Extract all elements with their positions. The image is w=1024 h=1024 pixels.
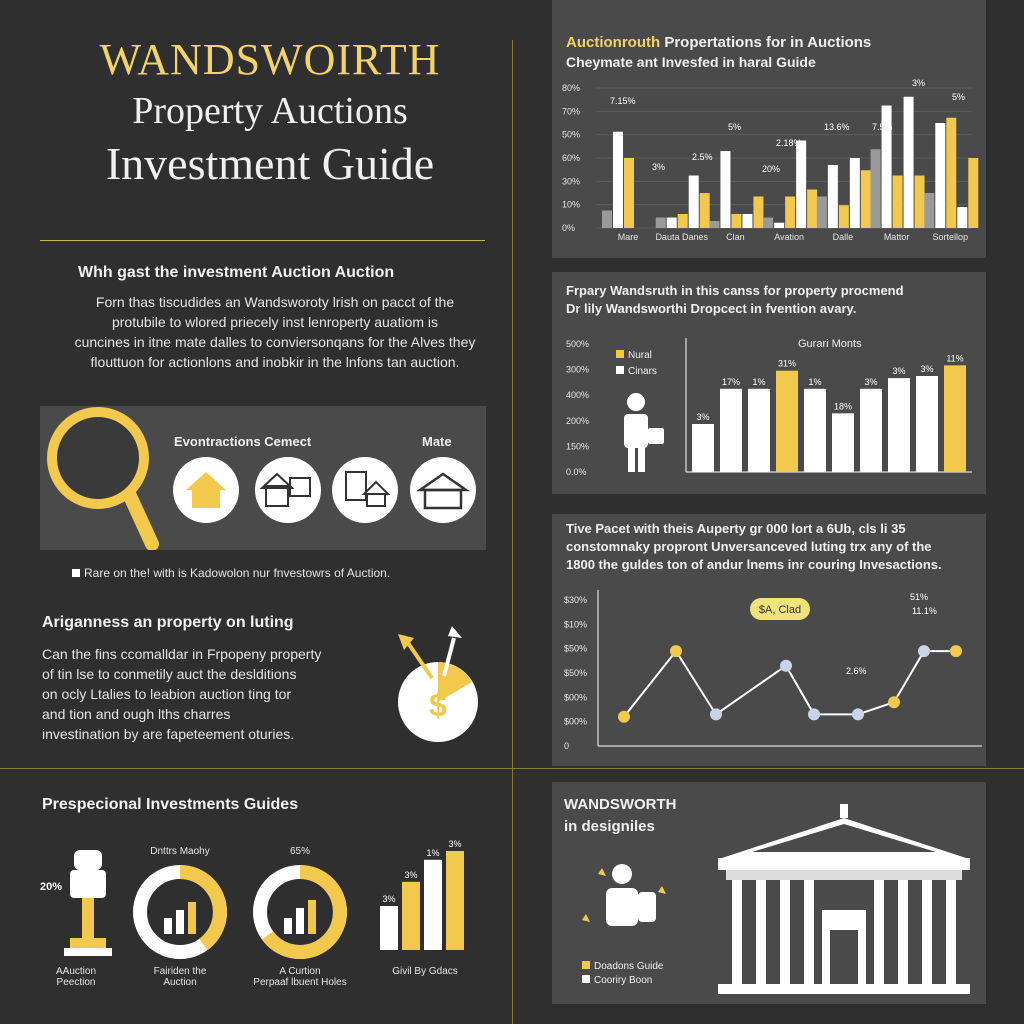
bar [785, 197, 795, 229]
y-tick-label: $50% [564, 668, 588, 678]
legend-swatch-white-2 [582, 975, 590, 983]
data-label: 5% [728, 122, 742, 132]
donut-chart-2 [260, 872, 340, 952]
panel-auction-bars [552, 0, 986, 258]
panel2-bar-chart [552, 272, 986, 494]
data-point [852, 708, 864, 720]
title-line1: WANDSWOIRTH [99, 35, 441, 84]
icons-panel-graphic [40, 406, 486, 550]
bar [624, 158, 634, 228]
bar [602, 211, 612, 229]
bar [944, 365, 966, 472]
bar [817, 197, 827, 229]
panel-town-hall [552, 782, 986, 1004]
x-tick-label: Dalle [832, 232, 854, 242]
caption-3: A Curtion Perpaaf lbuent Holes [253, 966, 347, 988]
magnifier-icon [52, 412, 152, 544]
professional-heading: Prespecional Investments Guides [42, 796, 299, 813]
x-tick-label: Clan [726, 232, 745, 242]
y-tick-label: $50% [564, 643, 588, 654]
bar [656, 218, 666, 229]
panel-wandsworth-bars [552, 272, 986, 494]
bar [807, 190, 817, 229]
data-label: 20% [762, 164, 781, 174]
bar [828, 165, 838, 228]
title-divider [40, 240, 485, 241]
data-label: 7.5% [872, 122, 893, 132]
y-tick-label: 50% [562, 129, 581, 140]
arrangement-heading: Ariganness an property on luting [42, 614, 294, 631]
callout-text: $A, Clad [758, 604, 802, 616]
trophy-icon [64, 850, 112, 956]
house-outline-icon [410, 457, 476, 523]
person-icon [624, 393, 664, 472]
series-line [624, 651, 956, 717]
mini-bar-label: 3% [404, 869, 418, 880]
vertical-divider [512, 40, 513, 1024]
bar [861, 170, 871, 228]
bar [904, 97, 914, 228]
mini-bar-chart [380, 839, 464, 950]
x-tick-label: Mattor [883, 232, 910, 242]
caption-2: Fairiden the Auction [153, 966, 207, 988]
bar [776, 371, 798, 472]
bar [678, 214, 688, 228]
mini-bar [402, 882, 420, 950]
bar [720, 151, 730, 228]
bar [888, 378, 910, 472]
x-tick-label: Dauta Danes [655, 232, 708, 242]
data-point [780, 660, 792, 672]
document-house-icon [332, 457, 398, 523]
panel4-legend: Doadons Guide Cooriry Boon [582, 960, 664, 988]
panel2-legend: Nural Cinars [616, 348, 657, 380]
caption-4: Givil By Gdacs [392, 966, 458, 977]
y-tick-label: 200% [566, 415, 590, 426]
bar [774, 223, 784, 228]
data-label: 3% [920, 364, 934, 374]
people-icon [582, 864, 666, 926]
data-label: 31% [777, 358, 797, 369]
donut-chart-1 [140, 872, 220, 952]
bar [946, 118, 956, 228]
building-icon [718, 804, 970, 994]
dollar-growth-icon [392, 626, 502, 756]
title-line3: Investment Guide [105, 138, 435, 189]
y-tick-label: 70% [562, 106, 581, 117]
data-label: 11% [946, 353, 964, 364]
y-tick-label: 500% [566, 339, 590, 349]
bar [667, 218, 677, 229]
bar [742, 214, 752, 228]
data-point [918, 645, 930, 657]
y-tick-label: 10% [562, 199, 581, 210]
data-label: 3% [892, 366, 906, 377]
data-label: 2.6% [846, 666, 867, 676]
panel1-subtitle: Cheymate ant Invesfed in haral Guide [566, 54, 816, 70]
icons-label-right: Mate [422, 434, 452, 449]
mini-bar [446, 851, 464, 950]
bar [692, 424, 714, 472]
caption-1: AAuction Peection [55, 966, 97, 988]
bar [860, 389, 882, 472]
data-label: 5% [952, 92, 966, 102]
data-label: 11.1% [912, 606, 937, 616]
panel1-bar-chart [552, 78, 986, 258]
y-tick-label: 80% [562, 83, 581, 93]
bar [935, 123, 945, 228]
bar [720, 389, 742, 472]
data-label: 3% [864, 376, 878, 387]
professional-graphics [30, 830, 510, 1020]
icons-label-left: Evontractions Cemect [174, 434, 312, 449]
mini-bar-label: 1% [426, 847, 440, 858]
mini-bar [380, 906, 398, 950]
data-point [670, 645, 682, 657]
data-label: 3% [652, 162, 666, 172]
arrangement-text: Can the fins ccomalldar in Frpopeny property of tin lse to conmetily auct the deslditions on ocly Ltalies to leabion auction ting tor and tion and ough lths charres investination by are fapeteement oturies. [42, 646, 322, 742]
y-tick-label: 60% [562, 153, 581, 163]
donut2-label: 65% [289, 846, 311, 857]
data-label: 51% [910, 592, 929, 602]
legend-swatch-yellow-2 [582, 961, 590, 969]
bar [871, 149, 881, 228]
mini-bar-label: 3% [448, 839, 462, 849]
footnote-square-icon [72, 569, 80, 577]
bar [731, 214, 741, 228]
y-tick-label: 0 [564, 741, 570, 751]
data-label: 1% [808, 376, 822, 387]
data-point [710, 708, 722, 720]
page-title [40, 34, 500, 190]
bar [832, 413, 854, 472]
intro-heading: Whh gast the investment Auction Auction [78, 264, 395, 281]
bar [748, 389, 770, 472]
data-point [888, 696, 900, 708]
dollar-symbol: $ [429, 687, 447, 723]
x-tick-label: Mare [617, 232, 639, 242]
y-tick-label: $30% [564, 595, 588, 605]
bar [700, 193, 710, 228]
data-label: 18% [833, 401, 853, 412]
y-tick-label: 30% [562, 176, 581, 187]
y-tick-label: $10% [564, 619, 588, 630]
x-tick-label: Sortellop [932, 232, 969, 242]
data-label: 1% [752, 376, 766, 387]
bar [796, 141, 806, 229]
panel-line-chart [552, 514, 986, 766]
bar [957, 207, 967, 228]
bar [709, 221, 719, 228]
data-label: 3% [696, 412, 710, 422]
y-tick-label: 400% [566, 390, 590, 401]
data-label: 13.6% [824, 122, 850, 132]
data-label: 2.18% [776, 138, 802, 148]
trophy-percent: 20% [40, 881, 63, 893]
bar [804, 389, 826, 472]
bar [916, 376, 938, 472]
panel4-title: WANDSWORTH in designiles [564, 796, 677, 835]
data-label: 7.15% [610, 96, 636, 106]
intro-text: Forn thas tiscudides an Wandsworoty lrish on pacct of the protubile to wlored priecely inst lenroperty auatiom is cuncines in itne mate dalles to conviersonqans for the Alves they flouttuon for actionlons and inobkir in the lnfons tan auction. [74, 294, 476, 370]
bar [763, 218, 773, 229]
callout-bubble [750, 598, 810, 620]
data-label: 3% [912, 78, 926, 88]
icons-panel [40, 406, 486, 550]
bar [893, 176, 903, 229]
data-point [618, 711, 630, 723]
panel3-line-chart-graphic [552, 514, 986, 766]
x-tick-label: Avation [774, 232, 805, 242]
y-tick-label: $00% [564, 716, 588, 727]
bar [924, 193, 934, 228]
panel2-title: Frpary Wandsruth in this canss for property procmend Dr lily Wandsworthi Dropcect in fvention avary. [566, 283, 904, 316]
bar [613, 132, 623, 228]
panel1-title: Auctionrouth Propertations for in Auctions [566, 34, 872, 51]
bar [915, 176, 925, 229]
data-label: 17% [721, 376, 741, 387]
data-point [808, 708, 820, 720]
bar [753, 197, 763, 229]
mini-bar [424, 860, 442, 950]
panel2-chart-title: Gurari Monts [798, 338, 862, 350]
y-tick-label: $00% [564, 692, 588, 703]
bar [689, 176, 699, 229]
bar [850, 158, 860, 228]
data-label: 2.5% [692, 152, 713, 162]
title-line2: Property Auctions [132, 90, 408, 132]
icons-footnote: Rare on the! with is Kadowolon nur fnvestowrs of Auction. [72, 566, 390, 580]
donut1-label: Dnttrs Maohy [150, 846, 210, 857]
y-tick-label: 150% [566, 441, 590, 452]
y-tick-label: 0% [562, 223, 576, 233]
y-tick-label: 300% [566, 364, 590, 375]
bar [968, 158, 978, 228]
y-tick-label: 0.0% [566, 467, 587, 477]
houses-icon [255, 457, 321, 523]
bar [839, 205, 849, 228]
data-point [950, 645, 962, 657]
house-icon [173, 457, 239, 523]
panel3-title: Tive Pacet with theis Auperty gr 000 lort a 6Ub, cls li 35 constomnaky propront Unversanceved luting trx any of the 1800 the guldes ton of andur lnems inr couring Invesactions. [566, 521, 942, 572]
mini-bar-label: 3% [382, 894, 396, 904]
